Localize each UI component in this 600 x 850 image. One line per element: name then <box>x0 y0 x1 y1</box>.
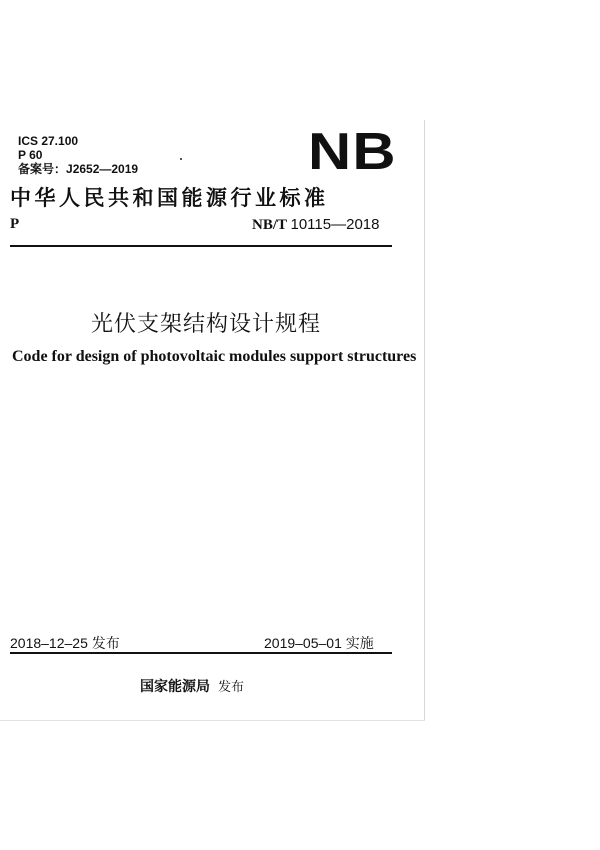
record-value: J2652—2019 <box>66 162 139 176</box>
record-label: 备案号： <box>18 162 67 176</box>
footer-rule <box>10 652 392 654</box>
page-edge-line <box>424 120 425 720</box>
standard-category: P <box>10 216 20 232</box>
nb-logo: NB <box>308 123 397 181</box>
issue-date: 2018–12–25 发布 <box>10 635 120 651</box>
publisher <box>140 676 244 696</box>
classification-code: P 60 <box>18 148 43 162</box>
publisher-action: 发布 <box>218 680 245 695</box>
page-bottom-edge <box>0 720 425 721</box>
publisher-name: 国家能源局 <box>140 679 210 695</box>
ics-code: ICS 27.100 <box>18 134 79 148</box>
scan-speck <box>180 158 182 160</box>
document-title-chinese: 光伏支架结构设计规程 <box>90 312 321 337</box>
standard-number-value: 10115—2018 <box>290 216 380 233</box>
implementation-date: 2019–05–01 实施 <box>264 635 374 651</box>
document-title-english: Code for design of photovoltaic modules support structures <box>12 348 417 365</box>
header-rule <box>10 245 392 247</box>
record-number <box>18 162 138 176</box>
standard-title: 中华人民共和国能源行业标准 <box>10 186 329 210</box>
standard-number-prefix: NB/T <box>252 217 287 233</box>
standard-number <box>252 216 379 234</box>
